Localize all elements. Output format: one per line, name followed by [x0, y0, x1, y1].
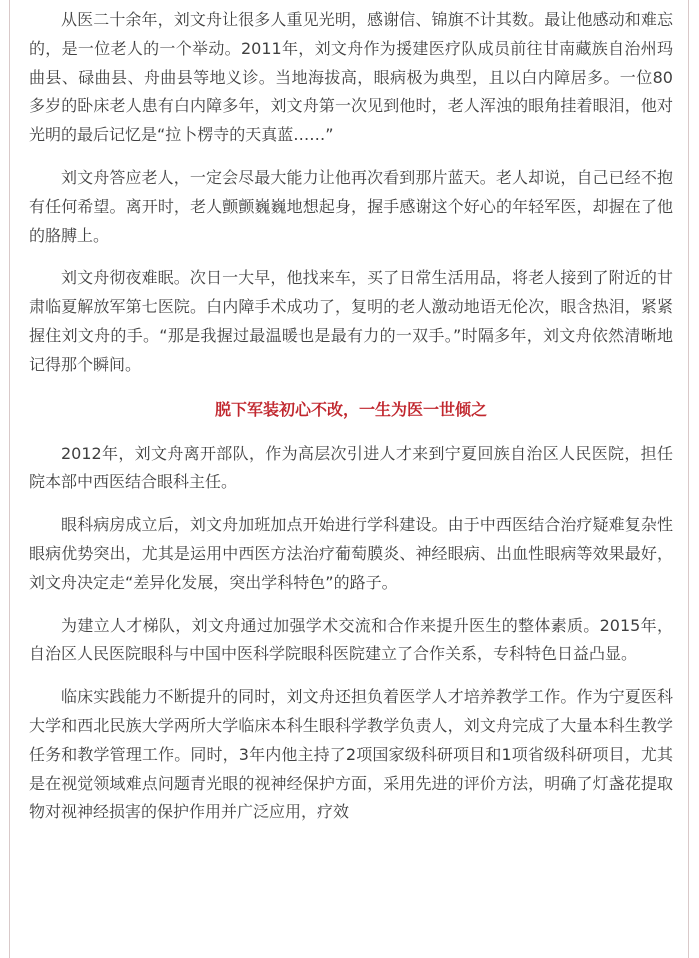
paragraph-2: 刘文舟答应老人，一定会尽最大能力让他再次看到那片蓝天。老人却说，自己已经不抱有任何希望。离开时，老人颤颤巍巍地想起身，握手感谢这个好心的年轻军医，却握在了他的胳膊上。: [29, 167, 673, 245]
paragraph-3: 刘文舟彻夜难眠。次日一大早，他找来车，买了日常生活用品，将老人接到了附近的甘肃临夏解放军第七医院。白内障手术成功了，复明的老人激动地语无伦次，眼含热泪，紧紧握住刘文舟的手。“那是我握过最温暖也是最有力的一双手。”时隔多年，刘文舟依然清晰地记得那个瞬间。: [29, 268, 673, 374]
article-body: [29, 6, 673, 841]
paragraph-5: 眼科病房成立后，刘文舟加班加点开始进行学科建设。由于中西医结合治疗疑难复杂性眼病优势突出，尤其是运用中西医方法治疗葡萄膜炎、神经眼病、出血性眼病等效果最好，刘文舟决定走“差异化发展，突出学科特色”的路子。: [29, 515, 673, 592]
paragraph-1: 从医二十余年，刘文舟让很多人重见光明，感谢信、锦旗不计其数。最让他感动和难忘的，是一位老人的一个举动。2011年，刘文舟作为援建医疗队成员前往甘南藏族自治州玛曲县、碌曲县、舟曲县等地义诊。当地海拔高，眼病极为典型，且以白内障居多。一位80多岁的卧床老人患有白内障多年，刘文舟第一次见到他时，老人浑浊的眼角挂着眼泪，他对光明的最后记忆是“拉卜楞寺的天真蓝……”: [29, 10, 673, 145]
paragraph-4: 2012年，刘文舟离开部队，作为高层次引进人才来到宁夏回族自治区人民医院，担任院本部中西医结合眼科主任。: [29, 443, 673, 492]
section-heading: 脱下军装初心不改，一生为医一世倾之: [214, 399, 487, 419]
paragraph-7: 临床实践能力不断提升的同时，刘文舟还担负着医学人才培养教学工作。作为宁夏医科大学和西北民族大学两所大学临床本科生眼科学教学负责人，刘文舟完成了大量本科生教学任务和教学管理工作。同时，3年内他主持了2项国家级科研项目和1项省级科研项目，尤其是在视觉领域难点问题青光眼的视神经保护方面，采用先进的评价方法，明确了灯盏花提取物对视神经损害的保护作用并广泛应用，疗效: [29, 687, 673, 822]
paragraph-6: 为建立人才梯队，刘文舟通过加强学术交流和合作来提升医生的整体素质。2015年，自治区人民医院眼科与中国中医科学院眼科医院建立了合作关系，专科特色日益凸显。: [29, 615, 673, 664]
